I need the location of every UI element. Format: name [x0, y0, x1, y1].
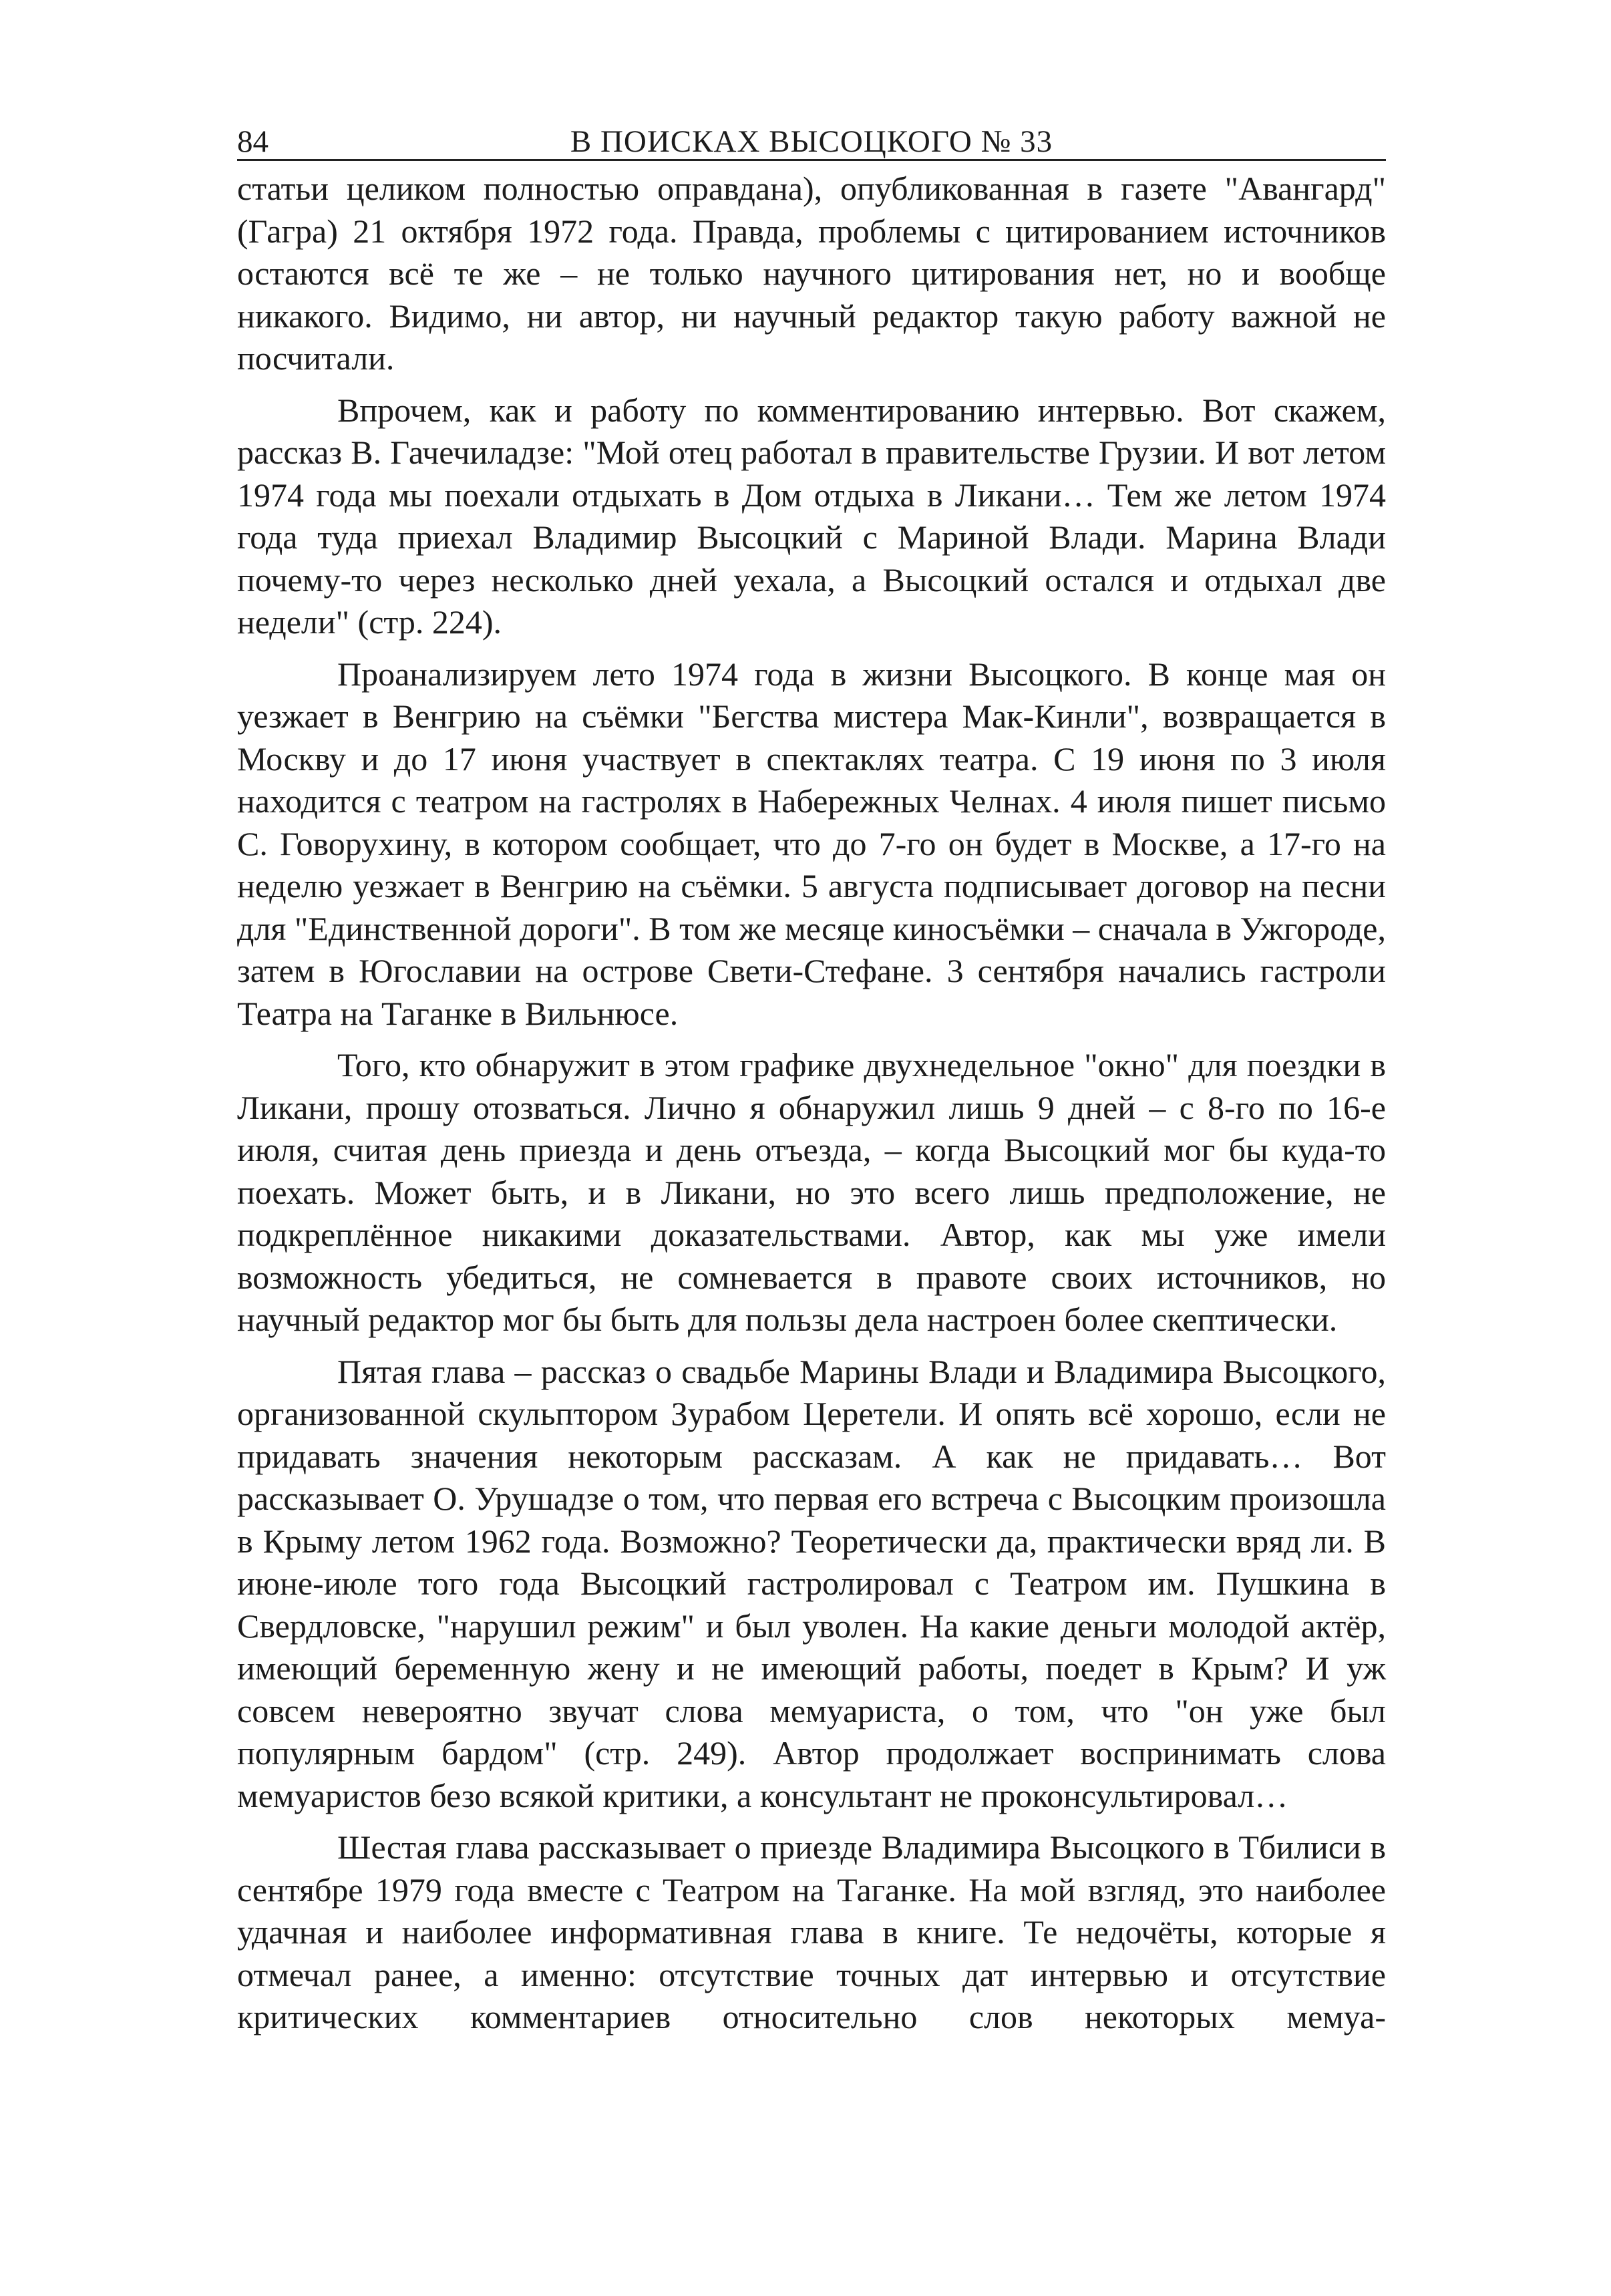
- book-page: [237, 107, 1386, 2039]
- paragraph-1: статьи целиком полностью оправдана), опубликованная в газете "Авангард" (Гагра) 21 октября 1972 года. Правда, проблемы с цитированием источников остаются всё те же – не только научного цитирования нет, но и вообще никакого. Видимо, ни автор, ни научный редактор такую работу важной не посчитали.: [237, 170, 1386, 377]
- paragraph-2: Впрочем, как и работу по комментированию интервью. Вот скажем, рассказ В. Гачечиладзе: "Мой отец работал в правительстве Грузии. И вот летом 1974 года мы поехали отдыхать в Дом отдыха в Ликани… Тем же летом 1974 года туда приехал Владимир Высоцкий с Мариной Влади. Марина Влади почему-то через несколько дней уехала, а Высоцкий остался и отдыхал две недели" (стр. 224).: [237, 391, 1386, 641]
- paragraph-5: Пятая глава – рассказ о свадьбе Марины Влади и Владимира Высоцкого, организованной скульптором Зурабом Церетели. И опять всё хорошо, если не придавать значения некоторым рассказам. А как не придавать… Вот рассказывает О. Урушадзе о том, что первая его встреча с Высоцким произошла в Крыму летом 1962 года. Возможно? Теоретически да, практически вряд ли. В июне-июле того года Высоцкий гастролировал с Театром им. Пушкина в Свердловске, "нарушил режим" и был уволен. На какие деньги молодой актёр, имеющий беременную жену и не имеющий работы, поедет в Крым? И уж совсем невероятно звучат слова мемуариста, о том, что "он уже был популярным бардом" (стр. 249). Автор продолжает воспринимать слова мемуаристов безо всякой критики, а консультант не проконсультировал…: [237, 1352, 1386, 1814]
- page-number: 84: [237, 124, 268, 159]
- paragraph-6: Шестая глава рассказывает о приезде Владимира Высоцкого в Тбилиси в сентябре 1979 года вместе с Театром на Таганке. На мой взгляд, это наиболее удачная и наиболее информативная глава в книге. Те недочёты, которые я отмечал ранее, а именно: отсутствие точных дат интервью и отсутствие критических комментариев относительно слов некоторых мемуа-: [237, 1828, 1386, 2035]
- journal-title: В ПОИСКАХ ВЫСОЦКОГО № 33: [570, 124, 1053, 159]
- running-header: [237, 107, 1386, 161]
- paragraph-4: Того, кто обнаружит в этом графике двухнедельное "окно" для поездки в Ликани, прошу отозваться. Лично я обнаружил лишь 9 дней – с 8-го по 16-е июля, считая день приезда и день отъезда, – когда Высоцкий мог бы куда-то поехать. Может быть, и в Ликани, но это всего лишь предположение, не подкреплённое никакими доказательствами. Автор, как мы уже имели возможность убедиться, не сомневается в правоте своих источников, но научный редактор мог бы быть для пользы дела настроен более скептически.: [237, 1046, 1386, 1338]
- paragraph-3: Проанализируем лето 1974 года в жизни Высоцкого. В конце мая он уезжает в Венгрию на съёмки "Бегства мистера Мак-Кинли", возвращается в Москву и до 17 июня участвует в спектаклях театра. С 19 июня по 3 июля находится с театром на гастролях в Набережных Челнах. 4 июля пишет письмо С. Говорухину, в котором сообщает, что до 7-го он будет в Москве, а 17-го на неделю уезжает в Венгрию на съёмки. 5 августа подписывает договор на песни для "Единственной дороги". В том же месяце киносъёмки – сначала в Ужгороде, затем в Югославии на острове Свети-Стефане. 3 сентября начались гастроли Театра на Таганке в Вильнюсе.: [237, 655, 1386, 1032]
- article-body: [237, 168, 1386, 2039]
